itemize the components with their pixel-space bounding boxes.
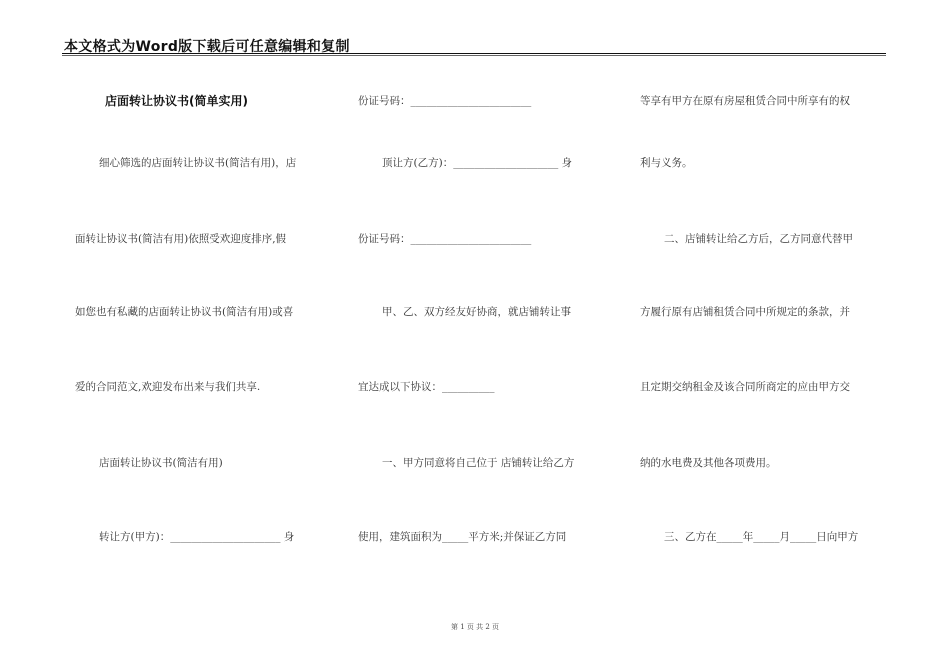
paragraph-line: 份证号码：_______________________ bbox=[358, 95, 532, 107]
text-column-3 bbox=[640, 0, 890, 620]
paragraph-line: 份证号码：_______________________ bbox=[358, 233, 532, 245]
paragraph-line: 转让方(甲方)：_____________________ 身 bbox=[99, 531, 295, 543]
document-title: 店面转让协议书(简单实用) bbox=[105, 94, 248, 108]
page-number-footer: 第 1 页 共 2 页 bbox=[450, 623, 500, 631]
text-column-2 bbox=[358, 0, 608, 620]
paragraph-line: 纳的水电费及其他各项费用。 bbox=[640, 457, 777, 469]
paragraph-line: 等享有甲方在原有房屋租赁合同中所享有的权 bbox=[640, 95, 850, 107]
document-header-title: 本文格式为Word版下载后可任意编辑和复制 bbox=[64, 39, 350, 55]
paragraph-line: 面转让协议书(简洁有用)依照受欢迎度排序,假 bbox=[75, 233, 287, 245]
paragraph-line: 三、乙方在_____年_____月_____日向甲方 bbox=[664, 531, 859, 543]
paragraph-line: 使用，建筑面积为_____平方米;并保证乙方同 bbox=[358, 531, 567, 543]
paragraph-line: 利与义务。 bbox=[640, 157, 693, 169]
paragraph-line: 宜达成以下协议：__________ bbox=[358, 381, 495, 393]
paragraph-line: 方履行原有店铺租赁合同中所规定的条款，并 bbox=[640, 306, 850, 318]
paragraph-line: 甲、乙、双方经友好协商，就店铺转让事 bbox=[382, 306, 571, 318]
paragraph-line: 一、甲方同意将自己位于 店铺转让给乙方 bbox=[382, 457, 575, 469]
paragraph-line: 爱的合同范文,欢迎发布出来与我们共享. bbox=[75, 381, 261, 393]
paragraph-line: 顶让方(乙方)：____________________ 身 bbox=[382, 157, 573, 169]
paragraph-line: 且定期交纳租金及该合同所商定的应由甲方交 bbox=[640, 381, 850, 393]
paragraph-line: 店面转让协议书(简洁有用) bbox=[99, 457, 223, 469]
paragraph-line: 细心筛选的店面转让协议书(简洁有用)，店 bbox=[99, 157, 297, 169]
text-column-1 bbox=[75, 0, 325, 620]
paragraph-line: 如您也有私藏的店面转让协议书(简洁有用)或喜 bbox=[75, 306, 294, 318]
paragraph-line: 二、店铺转让给乙方后，乙方同意代替甲 bbox=[664, 233, 853, 245]
